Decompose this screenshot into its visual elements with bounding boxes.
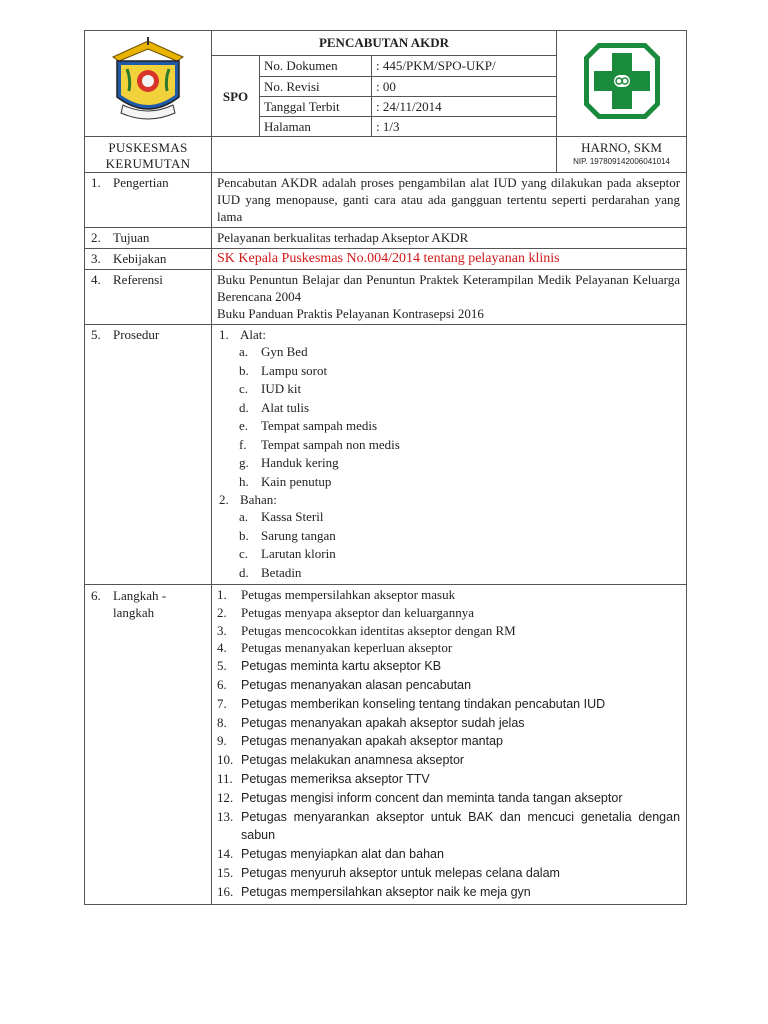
spo-document bbox=[84, 30, 686, 905]
puskesmas-cross-icon bbox=[580, 39, 664, 123]
step-item: 9. Petugas menanyakan apakah akseptor mantap bbox=[217, 733, 503, 749]
step-item: 6. Petugas menanyakan alasan pencabutan bbox=[217, 676, 472, 692]
section-label-pengertian: 1. Pengertian bbox=[85, 173, 212, 228]
emblem-cell bbox=[85, 31, 212, 137]
spo-label: SPO bbox=[212, 56, 260, 137]
step-item: 15. Petugas menyuruh akseptor untuk melepas celana dalam bbox=[217, 864, 560, 880]
step-item: 1. Petugas mempersilahkan akseptor masuk bbox=[217, 587, 456, 602]
section-label-tujuan: 2. Tujuan bbox=[85, 228, 212, 249]
alat-item: f. Tempat sampah non medis bbox=[239, 436, 400, 452]
section-text-pengertian: Pencabutan AKDR adalah proses pengambilan alat IUD yang dilakukan pada akseptor IUD yang menopause, ganti cara atau ada gangguan tertentu seperti perdarahan yang lama bbox=[212, 173, 687, 228]
section-label-referensi: 4. Referensi bbox=[85, 270, 212, 325]
step-item: 12. Petugas mengisi inform concent dan meminta tanda tangan akseptor bbox=[217, 789, 623, 805]
step-item: 13. Petugas menyarankan akseptor untuk BAK dan mencuci genetalia dengan sabun bbox=[217, 808, 681, 843]
alat-item: h. Kain penutup bbox=[239, 473, 332, 489]
section-langkah-body bbox=[212, 585, 687, 905]
steps-list bbox=[217, 586, 680, 902]
meta-value-revisi: : 00 bbox=[372, 77, 557, 97]
alat-item: d. Alat tulis bbox=[239, 399, 310, 415]
meta-label-terbit: Tanggal Terbit bbox=[260, 97, 372, 117]
signer-nip: NIP. 197809142006041014 bbox=[573, 157, 670, 166]
reference-item: Buku Penuntun Belajar dan Penuntun Praktek Keterampilan Medik Pelayanan Keluarga Berencana 2004 bbox=[217, 272, 681, 304]
step-item: 4. Petugas menanyakan keperluan akseptor bbox=[217, 640, 453, 656]
section-label-kebijakan: 3. Kebijakan bbox=[85, 249, 212, 270]
org-line-1: PUSKESMAS bbox=[108, 140, 188, 155]
prosedur-groups bbox=[217, 326, 680, 582]
blank-cell bbox=[212, 137, 557, 173]
reference-item: Buku Panduan Praktis Pelayanan Kontrasepsi 2016 bbox=[217, 306, 484, 321]
step-item: 5. Petugas meminta kartu akseptor KB bbox=[217, 658, 442, 674]
step-item: 11. Petugas memeriksa akseptor TTV bbox=[217, 770, 430, 786]
step-item: 10. Petugas melakukan anamnesa akseptor bbox=[217, 752, 465, 768]
alat-item: b. Lampu sorot bbox=[239, 362, 328, 378]
org-line-2: KERUMUTAN bbox=[105, 156, 191, 171]
bahan-item: b. Sarung tangan bbox=[239, 527, 336, 543]
prosedur-group-alat: 1. Alat: a. Gyn Bed b. Lampu sorot c. IUD kit d. Alat tulis e. Tempat sampah medis f. Tempat sampah non medis g. Handuk kering h. Kain penutup bbox=[217, 326, 680, 491]
document-title: PENCABUTAN AKDR bbox=[212, 31, 557, 56]
signature-block bbox=[557, 137, 687, 173]
section-prosedur-body bbox=[212, 325, 687, 585]
meta-label-revisi: No. Revisi bbox=[260, 77, 372, 97]
step-item: 2. Petugas menyapa akseptor dan keluargannya bbox=[217, 604, 474, 620]
section-label-langkah: 6. Langkah - langkah bbox=[85, 585, 212, 905]
bahan-item: c. Larutan klorin bbox=[239, 546, 336, 561]
step-item: 7. Petugas memberikan konseling tentang tindakan pencabutan IUD bbox=[217, 695, 606, 711]
alat-item: e. Tempat sampah medis bbox=[239, 418, 378, 433]
step-item: 3. Petugas mencocokkan identitas akseptor dengan RM bbox=[217, 622, 516, 638]
bahan-item: a. Kassa Steril bbox=[239, 509, 324, 524]
step-item: 16. Petugas mempersilahkan akseptor naik ke meja gyn bbox=[217, 883, 531, 899]
signer-name: HARNO, SKM bbox=[581, 140, 662, 155]
bahan-item: d. Betadin bbox=[239, 564, 302, 580]
section-text-referensi bbox=[212, 270, 687, 325]
alat-item: g. Handuk kering bbox=[239, 455, 339, 470]
organization-name bbox=[85, 137, 212, 173]
meta-label-halaman: Halaman bbox=[260, 117, 372, 137]
alat-item: c. IUD kit bbox=[239, 381, 302, 396]
section-label-prosedur: 5. Prosedur bbox=[85, 325, 212, 585]
meta-label-dokumen: No. Dokumen bbox=[260, 56, 372, 77]
step-item: 8. Petugas menanyakan apakah akseptor sudah jelas bbox=[217, 714, 525, 730]
meta-value-dokumen: : 445/PKM/SPO-UKP/ bbox=[372, 56, 557, 77]
step-item: 14. Petugas menyiapkan alat dan bahan bbox=[217, 846, 444, 862]
alat-item: a. Gyn Bed bbox=[239, 344, 308, 359]
meta-value-halaman: : 1/3 bbox=[372, 117, 557, 137]
spo-table bbox=[84, 30, 687, 905]
regional-emblem-icon bbox=[105, 35, 191, 127]
health-logo-cell bbox=[557, 31, 687, 137]
section-text-kebijakan: SK Kepala Puskesmas No.004/2014 tentang pelayanan klinis bbox=[212, 249, 687, 270]
meta-value-terbit: : 24/11/2014 bbox=[372, 97, 557, 117]
prosedur-group-bahan: 2. Bahan: a. Kassa Steril b. Sarung tangan c. Larutan klorin d. Betadin bbox=[217, 491, 680, 582]
section-text-tujuan: Pelayanan berkualitas terhadap Akseptor AKDR bbox=[212, 228, 687, 249]
